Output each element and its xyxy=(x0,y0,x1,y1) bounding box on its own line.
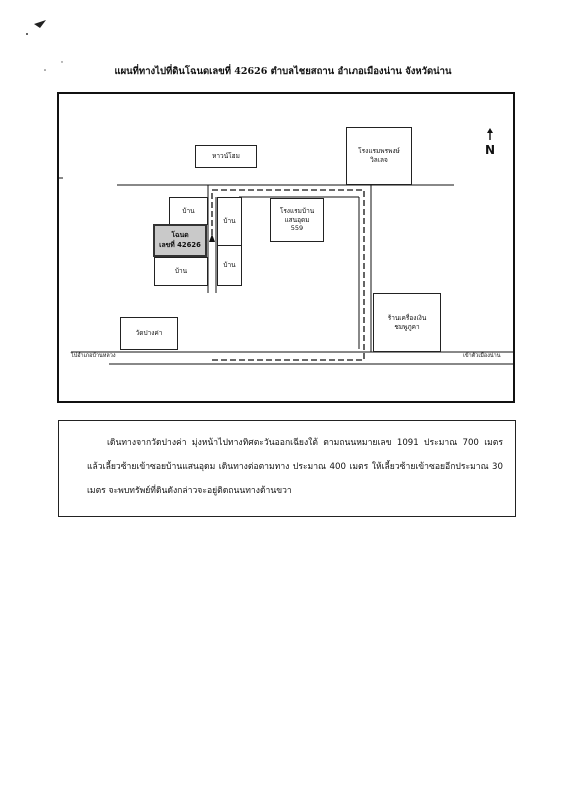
shop-label: ร้านเครื่องเงิน ชมพูภูคา xyxy=(387,313,427,331)
plot-label: โฉนด xyxy=(171,231,189,240)
directions-text: เดินทางจากวัดปางค่า มุ่งหน้าไปทางทิศตะวันออกเฉียงใต้ ตามถนนหมายเลข 1091 ประมาณ 700 เมตร แล้วเลี้ยวซ้ายเข้าซอยบ้านแสนอุดม เดินทางต่อตามทาง ประมาณ 400 เมตร ให้เลี้ยวซ้ายเข้าซอยอีกประมาณ 30 เมตร จะพบทรัพย์ที่ดินดังกล่าวจะอยู่ติดถนนทางด้านขวา xyxy=(87,438,503,496)
road-right-label: เข้าตัวเมืองน่าน xyxy=(463,353,501,359)
hotel-label: โรงแรมบ้าน แสนอุดม 559 xyxy=(279,206,315,233)
resort-landmark xyxy=(346,127,412,185)
house-bottom: บ้าน xyxy=(154,257,208,286)
north-label: N xyxy=(484,143,496,157)
temple-landmark: วัดปางค่า xyxy=(120,317,178,350)
resort-label: โรงแรมพรพงษ์ วิลเลจ xyxy=(358,147,400,164)
house-right-top: บ้าน xyxy=(217,197,242,246)
directions-box xyxy=(58,420,516,517)
north-indicator xyxy=(482,125,498,157)
plot-number: เลขที่ 42626 xyxy=(159,240,201,249)
road-lines xyxy=(59,94,515,403)
house-top: บ้าน xyxy=(169,197,208,225)
page-title: แผนที่ทางไปที่ดินโฉนดเลขที่ 42626 ตำบลไชยสถาน อำเภอเมืองน่าน จังหวัดน่าน xyxy=(114,66,452,77)
shop-landmark xyxy=(373,293,441,352)
tower-landmark: หาวน์โฮม xyxy=(195,145,257,168)
land-plot xyxy=(153,224,207,257)
hotel-landmark xyxy=(270,198,324,242)
road-left-label: ไปอำเภอบ้านหลวง xyxy=(71,353,116,359)
location-map xyxy=(57,92,515,403)
north-arrow-icon xyxy=(482,128,498,140)
house-right-bottom: บ้าน xyxy=(217,245,242,286)
